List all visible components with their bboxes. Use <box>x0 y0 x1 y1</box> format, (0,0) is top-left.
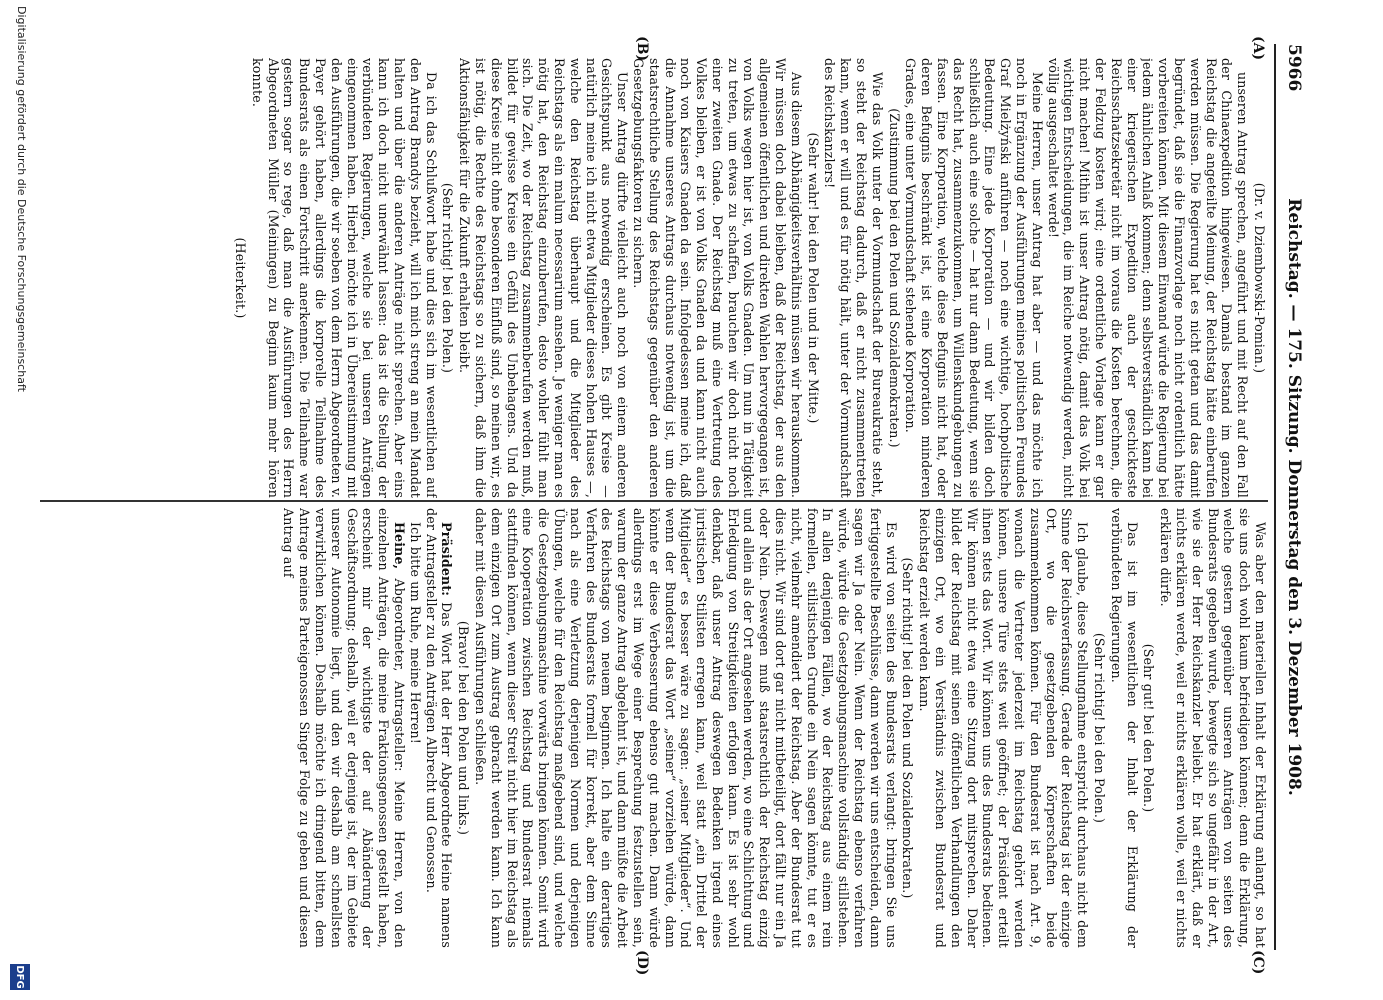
digitization-note: Digitalisierung gefördert durch die Deutsche Forschungsgemeinschaft <box>15 6 28 392</box>
digitization-footer <box>0 0 34 1000</box>
page-header <box>1278 44 1308 950</box>
paragraph: Meine Herren, unser Antrag hat aber — und das möchte ich noch in Ergänzung der Ausführungen meines politischen Freundes Graf Mielżyński anführen — noch eine wichtige, hochpolitische Bedeutung. Eine jede Korporation — und wir bilden doch schließlich auch eine solche — hat nur dann Bedeutung, wenn sie das Recht hat, zusammenzukommen, um Willenskundgebungen zu fassen. Eine Korporation, welche diese Befugnis nicht hat, oder deren Befugnis beschränkt ist, ist eine Korporation minderen Grades, eine unter Vormundschaft stehende Korporation. <box>903 58 1045 498</box>
paragraph: Was aber den materiellen Inhalt der Erklärung anlangt, so hat sie uns doch wohl kaum befriedigen können; denn die Erklärung, welche gestern gegenüber unseren Anträgen von seiten des Bundesrats gegeben wurde, bewegte sich so ungefähr in der Art, wie sie der Herr Reichskanzler beliebt. Er hat erklärt, daß er nichts erklären werde, weil er nichts erklären wolle, weil er nichts erklären dürfe. <box>1158 508 1268 948</box>
paragraph: Es wird von seiten des Bundesrats verlangt: bringen Sie uns fertiggestellte Beschlüsse, dann werden wir uns entscheiden, dann sagen wir Ja oder Nein. Wenn der Reichstag ebenso verfahren würde, würde die Gesetzgebungsmaschine vollständig stillstehen. In allen denjenigen Fällen, wo der Reichstag aus einem rein formellen, stilistischen Grunde ein Nein sagen könnte, tut er es nicht, vielmehr amendiert der Reichstag. Aber der Bundesrat tut dies nicht. Wir sind dort gar nicht mitbeteiligt, dort fällt nur ein Ja oder Nein. Deswegen muß staatsrechtlich der Reichstag einzig und allein als der Ort angesehen werden, wo eine Schlichtung und Erledigung von Streitigkeiten erfolgen kann. Es ist sehr wohl denkbar, daß unser Antrag deswegen Bedenken irgend eines juristischen Stilisten erregen kann, weil statt „ein Drittel der Mitglieder“ es besser wäre zu sagen: „seiner Mitglieder“. Und wenn der Bundesrat das Wort „seiner“ vorziehen würde, dann könnte er diese Verbesserung ebenso gut machen. Dann würde allerdings erst im Wege einer Besprechung festzustellen sein, warum der ganze Antrag abgelehnt ist, und dann müßte die Arbeit des Reichstags von neuem beginnen. Ich halte ein derartiges Verfahren des Bundesrats formell für korrekt, aber dem Sinne nach als eine Verletzung derjenigen Normen und derjenigen Übungen, welche für den Reichstag maßgebend sind, und welche die Gesetzgebungsmaschine vorwärts bringen können. Somit wird eine Kooperation zwischen Reichstag und Bundesrat niemals stattfinden können, wenn dieser Streit nicht hier im Reichstag als dem einzigen Ort zum Austrag gebracht werden kann. Ich kann daher mit diesen Ausführungen schließen. <box>472 508 899 948</box>
president-text: Das Wort hat der Herr Abgeordnete Heine namens der Antragsteller zu den Anträgen Albrecht und Genossen. <box>423 508 455 948</box>
paragraph: Aus diesem Abhängigkeitsverhältnis müssen wir herauskommen. Wir müssen doch dabei bleiben, daß der Reichstag, der aus den allgemeinen öffentlichen und direkten Wahlen hervorgegangen ist, von Volks wegen hier ist, von Volks Gnaden. Um nun in Tätigkeit zu treten, um etwas zu schaffen, brauchen wir doch nicht noch einer zweiten Gnade. Der Reichstag muß eine Vertretung des Volkes bleiben, er ist von Volks Gnaden da und kann nicht auch noch von Kaisers Gnaden da sein. Infolgedessen meine ich, daß die Annahme unseres Antrags durchaus notwendig ist, um die staatsrechtliche Stellung des Reichstags gegenüber den anderen Gesetzgebungsfaktoren zu sichern. <box>630 58 804 498</box>
speaker-name: (Dr. v. Dziembowski-Pomian.) <box>1252 182 1267 374</box>
heine-label: Heine, <box>391 522 407 570</box>
right-column <box>30 508 1268 948</box>
header-rule <box>1274 44 1276 950</box>
paragraph: Das ist im wesentlichen der Inhalt der Erklärung der verbündeten Regierungen. <box>1108 508 1140 948</box>
margin-marker-d: (D) <box>634 950 650 976</box>
heine-text: Abgeordneter, Antragsteller: Meine Herren, von den einzelnen Anträgen, die meine Fraktionsgenossen gestellt haben, erscheint mir der wichtigste der auf Abänderung der Geschäftsordnung; deshalb, weil er derjenige ist, der im Gebiete unserer Autonomie liegt, und den wir deshalb am schnellsten verwirklichen können. Deshalb möchte ich dringend bitten, dem Antrage meines Parteigenossen Singer Folge zu geben und diesen Antrag auf <box>281 508 407 948</box>
margin-marker-a: (A) <box>1250 36 1266 61</box>
paragraph: unseren Antrag sprechen, angeführt und mit Recht auf den Fall der Chinaexpedition hingewiesen. Damals bestand im ganzen Reichstag die angeteilte Meinung, der Reichstag hätte einberufen werden müssen. Die Regierung hat es nicht getan und das damit begründet, daß sie die Finanzvorlage noch nicht ordentlich hätte vorbereiten können. Mit diesem Einwand würde die Regierung bei jedem ähnlichen Anlaß kommen; denn selbstverständlich kann bei einer kriegerischen Expedition auch der geschickteste Reichsschatzsekretär nicht im voraus die Kosten berechnen, die der Feldzug kosten wird; eine ordentliche Vorlage kann er gar nicht machen! Mithin ist unser Antrag nötig, damit das Volk bei wichtigen Entscheidungen, die im Reiche notwendig werden, nicht völlig ausgeschaltet werde! <box>1045 58 1251 498</box>
column-divider <box>40 500 1268 502</box>
interjection: (Bravo! bei den Polen und links.) <box>456 620 472 836</box>
interjection: (Sehr richtig! bei den Polen.) <box>1092 632 1108 824</box>
interjection: (Sehr richtig! bei den Polen.) <box>440 182 456 374</box>
dfg-logo: DFG <box>10 964 30 990</box>
paragraph: Da ich das Schlußwort habe und dies sich im wesentlichen auf den Antrag Brandys bezieht, will ich mich streng an mein Mandat halten und über die anderen Anträge nicht sprechen. Aber eins kann ich doch nicht unerwähnt lassen: das ist die Stellung der verbündeten Regierungen, welche sie bei unseren Anträgen eingenommen haben. Hierbei möchte ich in Übereinstimmung mit den Ausführungen, die wir soeben von dem Herrn Abgeordneten v. Payer gehört haben, allerdings die korporelle Teilnahme des Bundesrats als einen Fortschritt anerkennen. Die Teilnahme war gestern sogar so rege, daß man die Ausführungen des Herrn Abgeordneten Müller (Meiningen) zu Beginn kaum mehr hören konnte. <box>249 58 439 498</box>
page-title: Reichstag. — 175. Sitzung. Donnerstag den 3. Dezember 1908. <box>1284 198 1304 796</box>
interjection: (Sehr gut! bei den Polen.) <box>1141 643 1157 813</box>
margin-marker-c: (C) <box>1250 950 1266 975</box>
paragraph: Ich glaube, diese Stellungnahme entspricht durchaus nicht dem Sinne der Reichsverfassung. Gerade der Reichstag ist der einzige Ort, wo die gesetzgebenden Körperschaften beide zusammenkommen können. Für den Bundesrat ist nach Art. 9, wonach die Vertreter jederzeit im Reichstag gehört werden können, unsere Türe stets weit geöffnet; der Präsident erteilt ihnen stets das Wort. Wir können uns des Bundesrats bedienen. Wir können nicht etwa eine Sitzung dort mitsprechen. Daher bildet der Reichstag mit seinen öffentlichen Verhandlungen den einzigen Ort, wo ein Verständnis zwischen Bundesrat und Reichstag erzielt werden kann. <box>917 508 1091 948</box>
paragraph: Wie das Volk unter der Vormundschaft der Bureaukratie steht, so steht der Reichstag dadurch, daß er nicht zusammentreten kann, wenn er will und es für nötig hält, unter der Vormundschaft des Reichskanzlers! <box>822 58 885 498</box>
interjection: (Heiterkeit.) <box>233 237 248 319</box>
paragraph: Ich bitte um Ruhe, meine Herren! <box>407 522 423 744</box>
heine-paragraph <box>281 508 407 948</box>
paragraph: Unser Antrag dürfte vielleicht auch noch von einem anderen Gesichtspunkt aus notwendig erscheinen. Es gibt Kreise — natürlich meine ich nicht etwa Mitglieder dieses hohen Hauses —, welche den Reichstag überhaupt und die Mitglieder des Reichstags als ein malum necessarium ansehen. Je weniger man es nötig hat, den Reichstag einzuberufen, desto wohler fühlt man sich. Die Zeit, wo der Reichstag zusammenberufen werden muß, bildet für gewisse Kreise ein Gefühl des Unbehagens. Und da diese Kreise nicht ohne besonderen Einfluß sind, so meinen wir, es ist nötig, die Rechte des Reichstags so zu sichern, daß ihm die Aktionsfähigkeit für die Zukunft erhalten bleibt. <box>457 58 631 498</box>
left-column <box>30 58 1268 498</box>
president-paragraph <box>423 508 455 948</box>
page-number: 5966 <box>1284 44 1304 92</box>
interjection: (Zustimmung bei den Polen und Sozialdemokraten.) <box>886 108 902 448</box>
president-label: Präsident: <box>439 522 455 597</box>
interjection: (Sehr wahr! bei den Polen und in der Mitte.) <box>805 132 821 424</box>
interjection: (Sehr richtig! bei den Polen und Sozialdemokraten.) <box>900 557 916 899</box>
margin-marker-b: (B) <box>634 36 650 62</box>
